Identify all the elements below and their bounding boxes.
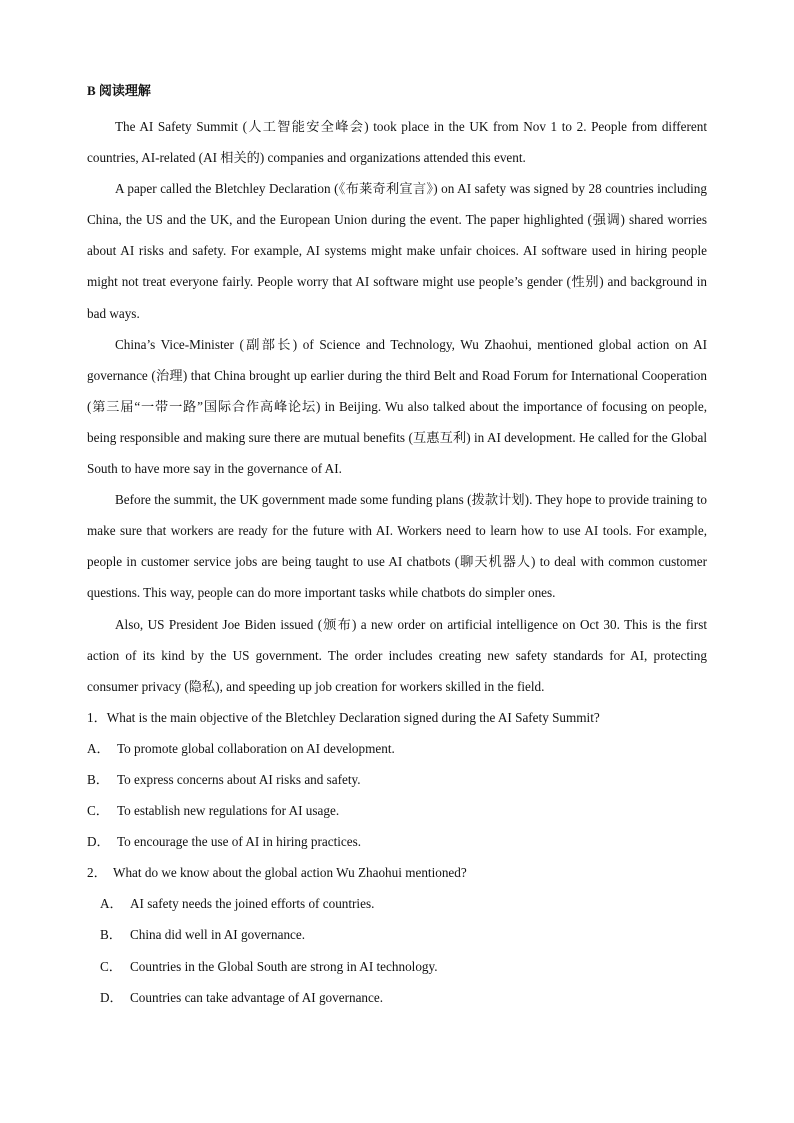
question-2-option-d — [87, 982, 707, 1013]
passage-paragraph-5: Also, US President Joe Biden issued (颁布) a new order on artificial intelligence on Oct 30. This is the first action of its kind by the US government. The order includes creating new safety standards for AI, protecting consumer privacy (隐私), and speeding up job creation for workers skilled in the field. — [87, 616, 707, 694]
question-1-option-b — [87, 764, 707, 795]
section-title: B 阅读理解 — [87, 83, 151, 98]
option-letter: C． — [100, 958, 122, 974]
option-letter: A． — [100, 896, 123, 912]
passage-paragraph-3: China’s Vice-Minister (副部长) of Science and Technology, Wu Zhaohui, mentioned global action on AI governance (治理) that China brought up earlier during the third Belt and Road Forum for International Cooperation (第三届“一带一路”国际合作高峰论坛) in Beijing. Wu also talked about the importance of focusing on people, being responsible and making sure there are mutual benefits (互惠互利) in AI development. He called for the Global South to have more say in the governance of AI. — [87, 336, 707, 477]
question-2-text: What do we know about the global action Wu Zhaohui mentioned? — [113, 865, 467, 881]
option-text: To express concerns about AI risks and safety. — [117, 771, 361, 787]
document-page — [87, 80, 707, 1013]
reading-passage — [87, 111, 707, 702]
question-1-option-a — [87, 733, 707, 764]
passage-paragraph-1: The AI Safety Summit (人工智能安全峰会) took place in the UK from Nov 1 to 2. People from different countries, AI-related (AI 相关的) companies and organizations attended this event. — [87, 119, 707, 166]
passage-paragraph-2: A paper called the Bletchley Declaration (《布莱奇利宣言》) on AI safety was signed by 28 countries including China, the US and the UK, and the European Union during the event. The paper highlighted (强调) shared worries about AI risks and safety. For example, AI systems might make unfair choices. AI software used in hiring people might not treat everyone fairly. People worry that AI software might use people’s gender (性别) and background in bad ways. — [87, 181, 707, 321]
option-text: Countries can take advantage of AI governance. — [130, 989, 384, 1005]
option-letter: C． — [87, 803, 109, 819]
question-1-stem — [87, 702, 707, 733]
question-2-option-a — [87, 888, 707, 919]
option-text: To promote global collaboration on AI development. — [117, 740, 395, 756]
passage-paragraph-4: Before the summit, the UK government made some funding plans (拨款计划). They hope to provide training to make sure that workers are ready for the future with AI. Workers need to learn how to use AI tools. For example, people in customer service jobs are being taught to use AI chatbots (聊天机器人) to deal with common customer questions. This way, people can do more important tasks while chatbots do simpler ones. — [87, 492, 707, 601]
option-text: Countries in the Global South are strong in AI technology. — [130, 958, 438, 974]
option-letter: B． — [87, 771, 109, 787]
question-2-number: 2． — [87, 865, 107, 881]
question-2 — [87, 857, 707, 1012]
option-letter: A． — [87, 740, 110, 756]
question-2-option-c — [87, 951, 707, 982]
option-letter: D． — [87, 834, 110, 850]
option-text: China did well in AI governance. — [130, 927, 306, 943]
question-1-text: What is the main objective of the Bletchley Declaration signed during the AI Safety Summit? — [106, 709, 600, 725]
option-text: To encourage the use of AI in hiring practices. — [117, 834, 362, 850]
question-2-stem — [87, 857, 707, 888]
option-text: To establish new regulations for AI usage. — [117, 803, 340, 819]
option-letter: D． — [100, 989, 123, 1005]
question-1-option-c — [87, 795, 707, 826]
option-text: AI safety needs the joined efforts of countries. — [130, 896, 375, 912]
question-1 — [87, 702, 707, 857]
question-2-option-b — [87, 919, 707, 950]
question-1-option-d — [87, 826, 707, 857]
question-1-number: 1． — [87, 709, 107, 725]
option-letter: B． — [100, 927, 122, 943]
